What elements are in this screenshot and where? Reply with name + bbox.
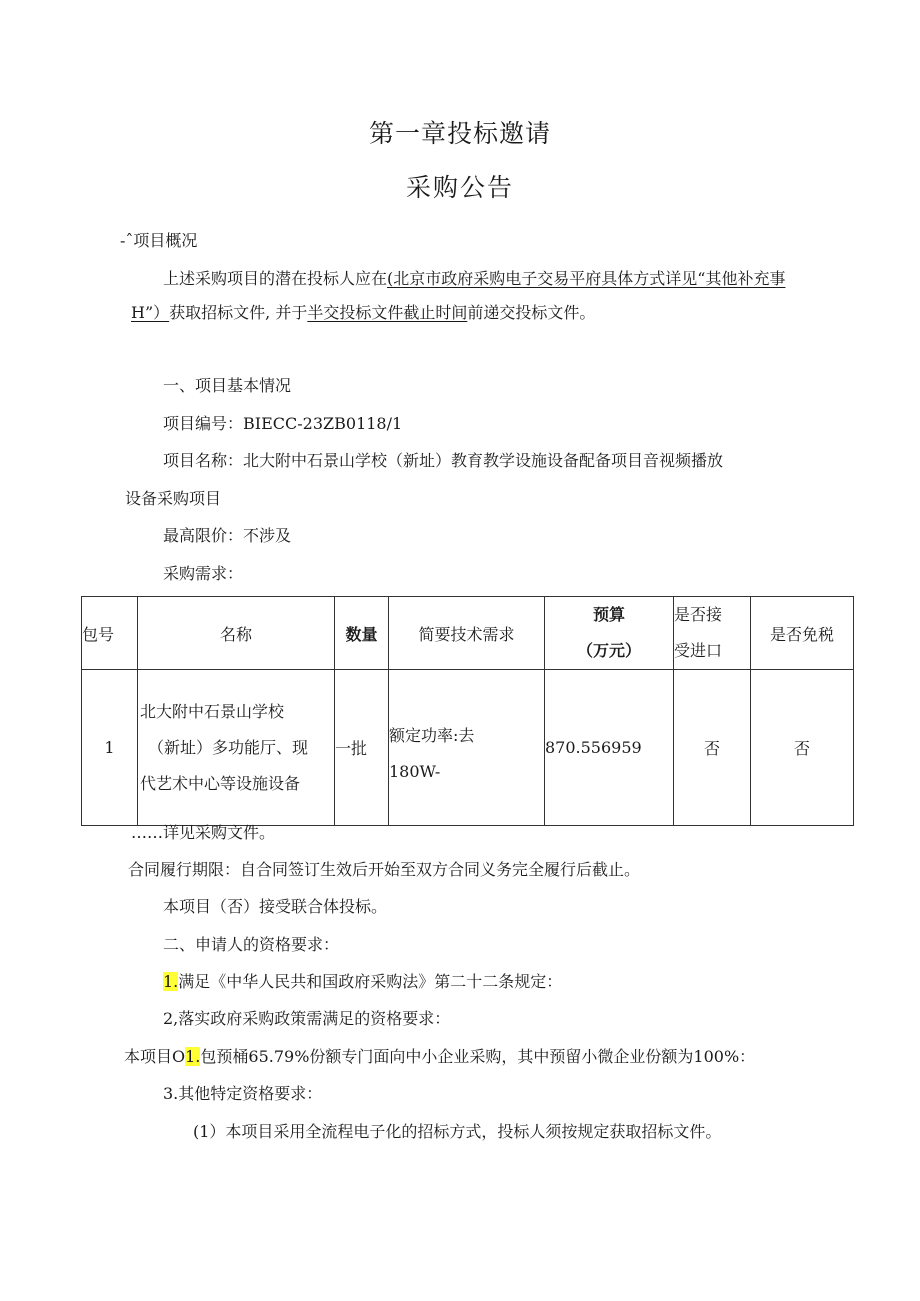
cell-tax: 否 — [751, 670, 854, 826]
table-header-row — [82, 597, 854, 670]
overview-para-prefix: 上述采购项目的潜在投标人应在 — [163, 269, 388, 288]
project-name-line2: 设备采购项目 — [125, 489, 222, 508]
qualification-item3-1: (1）本项目采用全流程电子化的招标方式，投标人须按规定获取招标文件。 — [193, 1122, 722, 1141]
requirements-table — [81, 596, 854, 826]
procurement-requirement: 采购需求： — [163, 564, 244, 583]
project-name-line1: 项目名称：北大附中石景山学校（新址）教育教学设施设备配备项目音视频播放 — [163, 451, 724, 470]
section1-heading: 一、项目基本情况 — [163, 376, 292, 395]
header-name: 名称 — [138, 597, 335, 670]
overview-link-b: H”） — [131, 303, 170, 322]
qualification-item2-detail — [124, 1044, 755, 1067]
item2-detail-suffix: 包预桶65.79%份额专门面向中小企业采购，其中预留小微企业份额为100%： — [200, 1047, 756, 1066]
qualification-item1 — [163, 969, 562, 992]
cell-import: 否 — [674, 670, 751, 826]
header-import — [674, 597, 751, 670]
overview-para-line1 — [163, 266, 785, 289]
announcement-title: 采购公告 — [405, 173, 514, 202]
cell-name-line3: 代艺术中心等设施设备 — [140, 773, 301, 793]
cell-name-line1: 北大附中石景山学校 — [140, 701, 285, 721]
header-import-line2: 受进口 — [674, 641, 723, 660]
see-procurement-file: ……详见采购文件。 — [131, 823, 276, 842]
max-price: 最高限价：不涉及 — [163, 526, 292, 545]
table-row — [82, 670, 854, 826]
overview-para-suffix: 前递交投标文件。 — [467, 303, 596, 322]
cell-tech-line2: 180W- — [389, 761, 441, 781]
cell-name — [138, 670, 335, 826]
overview-link-c: 半交投标文件截止时间 — [307, 303, 468, 322]
overview-para-mid: 获取招标文件, 并于 — [169, 303, 308, 322]
cell-tech — [389, 670, 545, 826]
header-tax: 是否免税 — [751, 597, 854, 670]
qualification-item1-number: 1. — [163, 972, 179, 991]
qualification-item3: 3.其他特定资格要求： — [163, 1084, 323, 1103]
chapter-title: 第一章投标邀请 — [368, 119, 551, 148]
consortium-bidding: 本项目（否）接受联合体投标。 — [163, 897, 388, 916]
header-budget — [545, 597, 674, 670]
section2-heading: 二、申请人的资格要求： — [163, 935, 340, 954]
header-budget-line2: （万元） — [576, 641, 641, 660]
cell-tech-line1: 额定功率:去 — [389, 725, 475, 745]
qualification-item2: 2,落实政府采购政策需满足的资格要求： — [163, 1009, 451, 1028]
header-quantity: 数量 — [335, 597, 389, 670]
overview-link-a: (北京市政府采购电子交易平府具体方式详见“其他补充事 — [387, 269, 786, 288]
cell-quantity: 一批 — [335, 670, 389, 826]
qualification-item1-text: 满足《中华人民共和国政府采购法》第二十二条规定： — [178, 972, 563, 991]
cell-package: 1 — [82, 670, 138, 826]
cell-budget: 870.556959 — [545, 670, 674, 826]
header-budget-line1: 预算 — [592, 605, 625, 624]
header-package: 包号 — [82, 597, 138, 670]
overview-heading: -ˆ项目概况 — [120, 231, 198, 250]
project-number: 项目编号：BIECC-23ZB0118/1 — [163, 414, 403, 433]
header-tech: 简要技术需求 — [389, 597, 545, 670]
item2-detail-prefix: 本项目O — [124, 1047, 186, 1066]
overview-para-line2 — [131, 300, 595, 323]
contract-period: 合同履行期限：自合同签订生效后开始至双方合同义务完全履行后截止。 — [128, 860, 641, 879]
item2-detail-highlight: 1. — [185, 1047, 201, 1066]
header-import-line1: 是否接 — [674, 605, 723, 624]
cell-name-line2: （新址）多功能厅、现 — [148, 737, 309, 757]
